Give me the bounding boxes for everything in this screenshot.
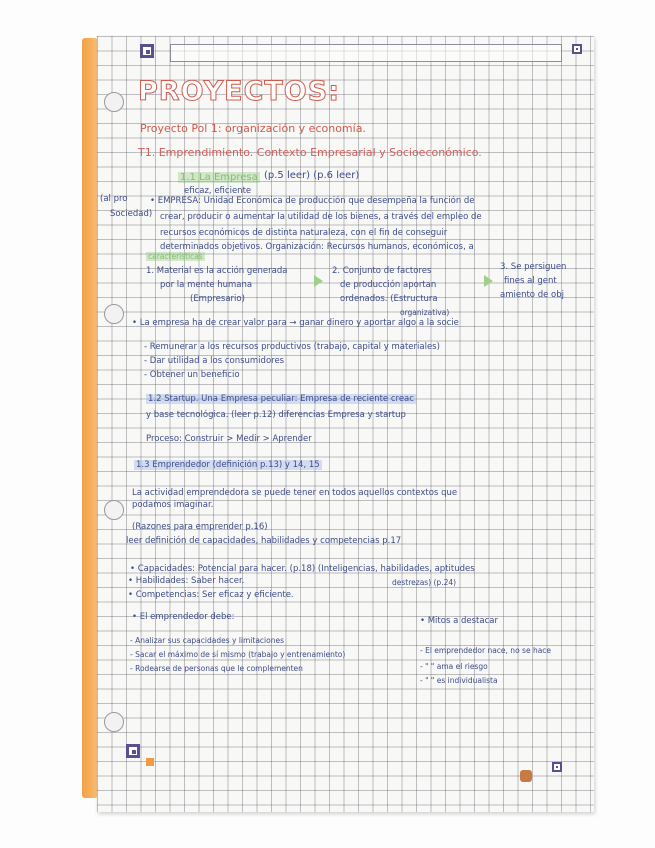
capacities-definition: leer definición de capacidades, habilidades y competencias p.17 [126, 536, 402, 546]
section-1-heading [178, 172, 260, 183]
myths-heading: • Mitos a destacar [420, 616, 498, 626]
orange-marker [146, 758, 154, 766]
column-2-line: ordenados. (Estructura [340, 294, 438, 304]
characteristics-label [146, 252, 205, 261]
section-1-label: 1.1 La Empresa [180, 172, 258, 183]
margin-note: (al pro [100, 194, 128, 204]
corner-marker-bottom-left [126, 744, 140, 758]
column-1-line: 1. Material es la acción generada [146, 266, 288, 276]
arrow-icon [314, 275, 323, 287]
startup-line: y base tecnológica. (leer p.12) diferencias Empresa y startup [146, 410, 406, 420]
notebook-edge [82, 38, 98, 798]
punch-hole [104, 712, 124, 732]
margin-note: Sociedad) [110, 209, 153, 219]
corner-marker-bottom-right [552, 762, 562, 772]
column-3-line: 3. Se persiguen [500, 262, 567, 272]
startup-line: Proceso: Construir > Medir > Aprender [146, 434, 312, 444]
page-title: PROYECTOS: [138, 76, 340, 107]
value-line: • La empresa ha de crear valor para → ganar dinero y aportar algo a la socie [132, 318, 459, 328]
reasons-note: (Razones para emprender p.16) [132, 522, 268, 532]
corner-marker-top-right [572, 44, 582, 54]
punch-hole [104, 500, 124, 520]
section-3-heading [134, 460, 322, 470]
capacities-item: • Capacidades: Potencial para hacer. (p.18) (Inteligencias, habilidades, aptitudes [130, 564, 475, 574]
must-item: - Analizar sus capacidades y limitaciones [130, 636, 284, 645]
column-3-line: fines al gent [504, 276, 557, 286]
topic-heading: T1. Emprendimiento. Contexto Empresarial y Socioeconómico. [138, 146, 482, 159]
definition-line: • EMPRESA: Unidad Económica de producción que desempeña la función de [150, 196, 475, 206]
column-2-line: 2. Conjunto de factores [332, 266, 432, 276]
column-1-line: (Empresario) [190, 294, 245, 304]
myths-item: - " " ama el riesgo [420, 662, 488, 671]
column-1-line: por la mente humana [160, 280, 253, 290]
definition-line: recursos económicos de distinta naturaleza, con el fin de conseguir [160, 228, 448, 238]
bullet-item: - Obtener un beneficio [144, 370, 240, 380]
bullet-item: - Remunerar a los recursos productivos (trabajo, capital y materiales) [144, 342, 440, 352]
page-corner-mark [520, 770, 532, 782]
definition-line: crear, producir o aumentar la utilidad de los bienes, a través del empleo de [160, 212, 482, 222]
project-heading: Proyecto Pol 1: organización y economía. [140, 122, 366, 135]
column-3-line: amiento de obj [500, 290, 564, 300]
characteristics-text: características [148, 252, 203, 261]
definition-line: determinados objetivos. Organización: Recursos humanos, económicos, a [160, 242, 474, 252]
punch-hole [104, 92, 124, 112]
capacities-item: destrezas) (p.24) [392, 578, 457, 587]
startup-line [146, 394, 416, 404]
section-1-refs: (p.5 leer) (p.6 leer) [264, 170, 360, 181]
eficaz-note: eficaz, eficiente [184, 186, 252, 196]
startup-text: 1.2 Startup. Una Empresa peculiar: Empresa de reciente creac [148, 394, 414, 404]
must-item: - Rodearse de personas que le complementen [130, 664, 303, 673]
section-3-text: 1.3 Emprendedor (definición p.13) y 14, 15 [136, 460, 320, 470]
column-2-line: de producción aportan [340, 280, 437, 290]
bullet-item: - Dar utilidad a los consumidores [144, 356, 285, 366]
entrepreneur-line: La actividad emprendedora se puede tener en todos aquellos contextos que [132, 488, 458, 498]
corner-marker-top-left [140, 44, 154, 58]
myths-item: - " " es individualista [420, 676, 498, 685]
entrepreneur-line: podamos imaginar. [132, 500, 214, 510]
arrow-icon [484, 275, 493, 287]
capacities-item: • Habilidades: Saber hacer. [128, 576, 245, 586]
column-2-line: organizativa) [400, 308, 450, 317]
myths-item: - El emprendedor nace, no se hace [420, 646, 552, 655]
punch-hole [104, 304, 124, 324]
must-heading: • El emprendedor debe: [132, 612, 235, 622]
header-box [170, 44, 562, 62]
must-item: - Sacar el máximo de sí mismo (trabajo y entrenamiento) [130, 650, 346, 659]
capacities-item: • Competencias: Ser eficaz y eficiente. [128, 590, 294, 600]
